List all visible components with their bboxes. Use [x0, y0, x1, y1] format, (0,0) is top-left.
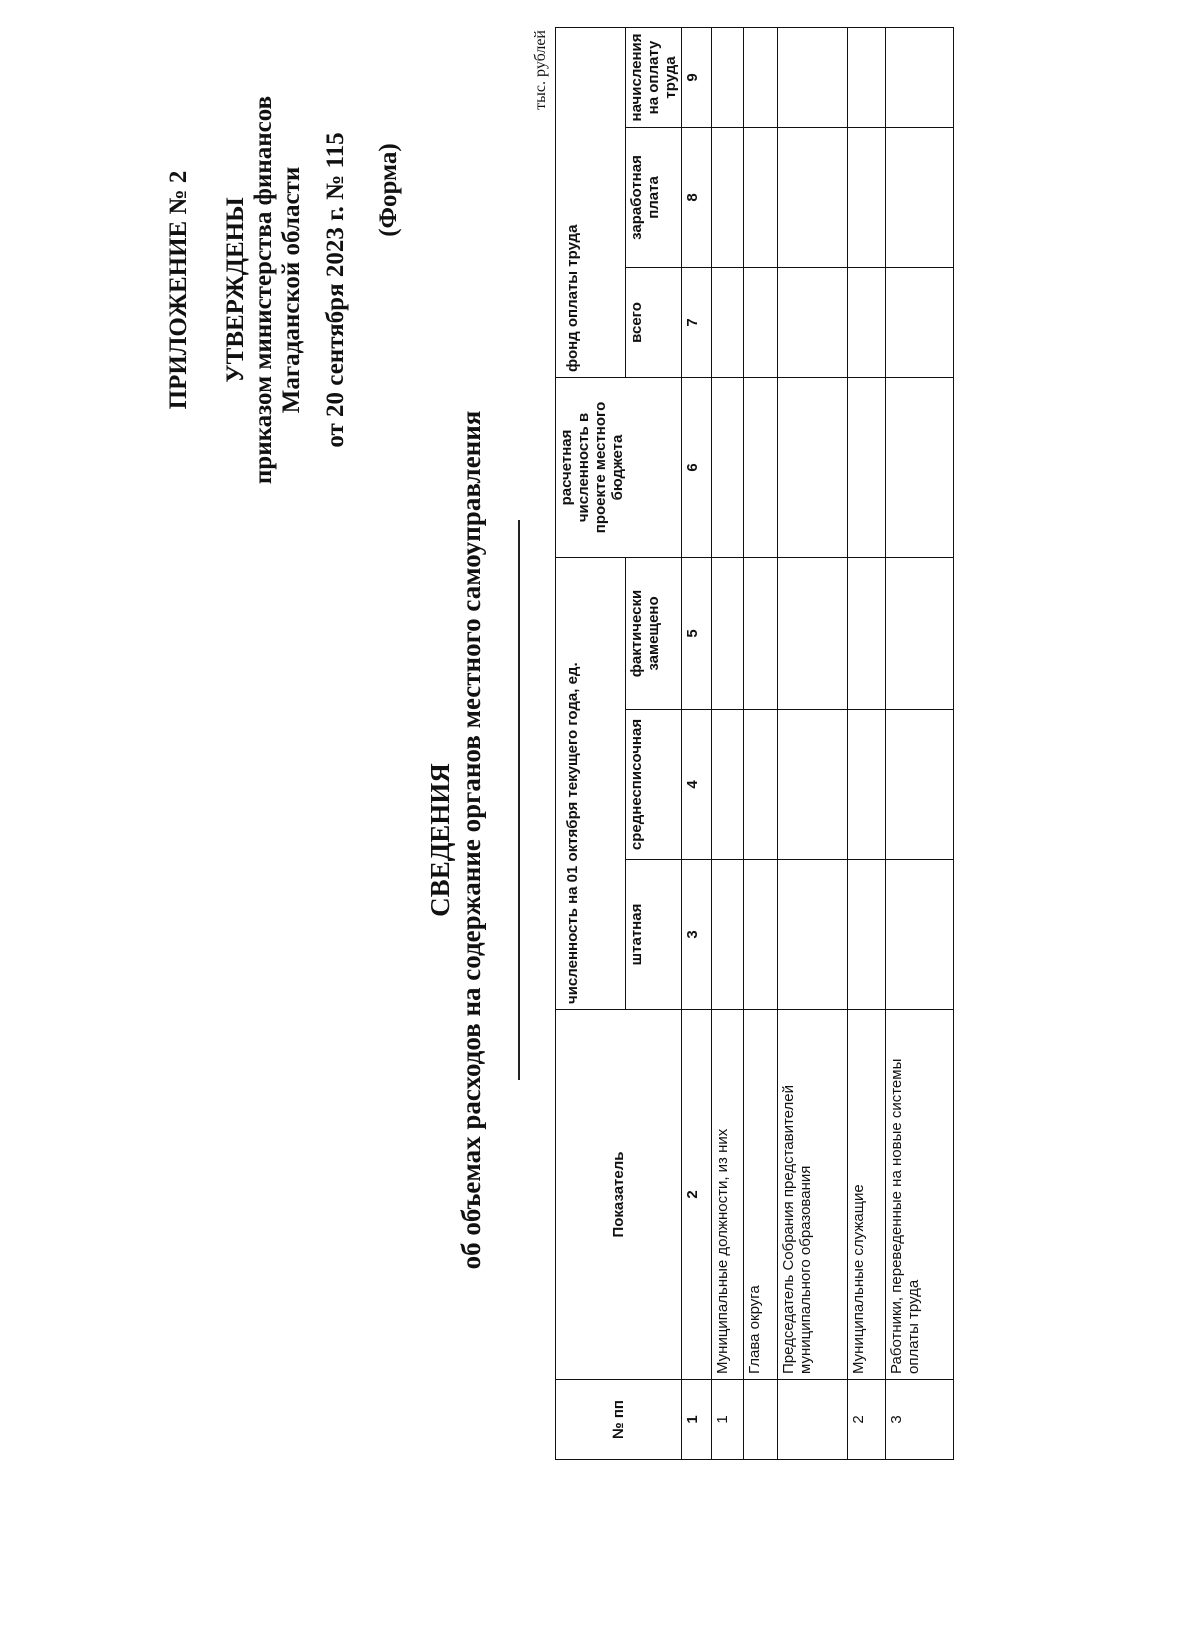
accruals-header: начисления на оплату труда [626, 27, 682, 127]
column-number: 6 [682, 377, 712, 557]
row-label: Муниципальные служащие [848, 1010, 886, 1380]
appendix-heading: ПРИЛОЖЕНИЕ № 2 [165, 170, 192, 410]
table-row [886, 27, 954, 1459]
approval-block [222, 30, 306, 550]
row-label: Муниципальные должности, из них [712, 1010, 744, 1380]
filled-header: фактически замещено [626, 557, 682, 709]
column-number: 8 [682, 127, 712, 267]
column-number: 1 [682, 1380, 712, 1460]
payroll-group-header: фонд оплаты труда [556, 27, 626, 377]
order-line-2: Магаданской области [278, 166, 305, 414]
column-number: 9 [682, 27, 712, 127]
form-label: (Форма) [375, 143, 402, 237]
total-header: всего [626, 267, 682, 377]
col-no-header: № пп [556, 1380, 682, 1460]
row-number: 3 [886, 1380, 954, 1460]
salary-header: заработная плата [626, 127, 682, 267]
row-label: Председатель Собрания представителей муниципального образования [778, 1010, 848, 1380]
table-row [778, 27, 848, 1459]
title-sub: об объемах расходов на содержание органов местного самоуправления [456, 410, 486, 1270]
col-indicator-header: Показатель [556, 1010, 682, 1380]
row-number: 1 [712, 1380, 744, 1460]
estimated-headcount-header: расчетная численность в проекте местного бюджета [556, 377, 682, 557]
table-header-row-1 [556, 27, 626, 1459]
row-label: Глава округа [744, 1010, 778, 1380]
headcount-group-header: численность на 01 октября текущего года, ед. [556, 557, 626, 1009]
document-title [425, 390, 487, 1290]
table-row [848, 27, 886, 1459]
order-date: от 20 сентября 2023 г. № 115 [322, 132, 349, 448]
staff-header: штатная [626, 860, 682, 1010]
column-number: 3 [682, 860, 712, 1010]
row-number [744, 1380, 778, 1460]
column-number: 7 [682, 267, 712, 377]
approved-label: УТВЕРЖДЕНЫ [222, 197, 249, 383]
document-page [0, 10, 1200, 1590]
title-underline [518, 520, 520, 1080]
table-row [744, 27, 778, 1459]
order-line-1: приказом министерства финансов [250, 95, 277, 485]
units-label: тыс. рублей [532, 30, 549, 110]
column-number: 5 [682, 557, 712, 709]
column-number: 4 [682, 710, 712, 860]
row-number [778, 1380, 848, 1460]
table-row [712, 27, 744, 1459]
row-label: Работники, переведенные на новые системы оплаты труда [886, 1010, 954, 1380]
column-number: 2 [682, 1010, 712, 1380]
title-main: СВЕДЕНИЯ [425, 763, 455, 917]
row-number: 2 [848, 1380, 886, 1460]
expenses-table [555, 27, 954, 1460]
average-header: среднесписочная [626, 710, 682, 860]
column-numbers-row [682, 27, 712, 1459]
